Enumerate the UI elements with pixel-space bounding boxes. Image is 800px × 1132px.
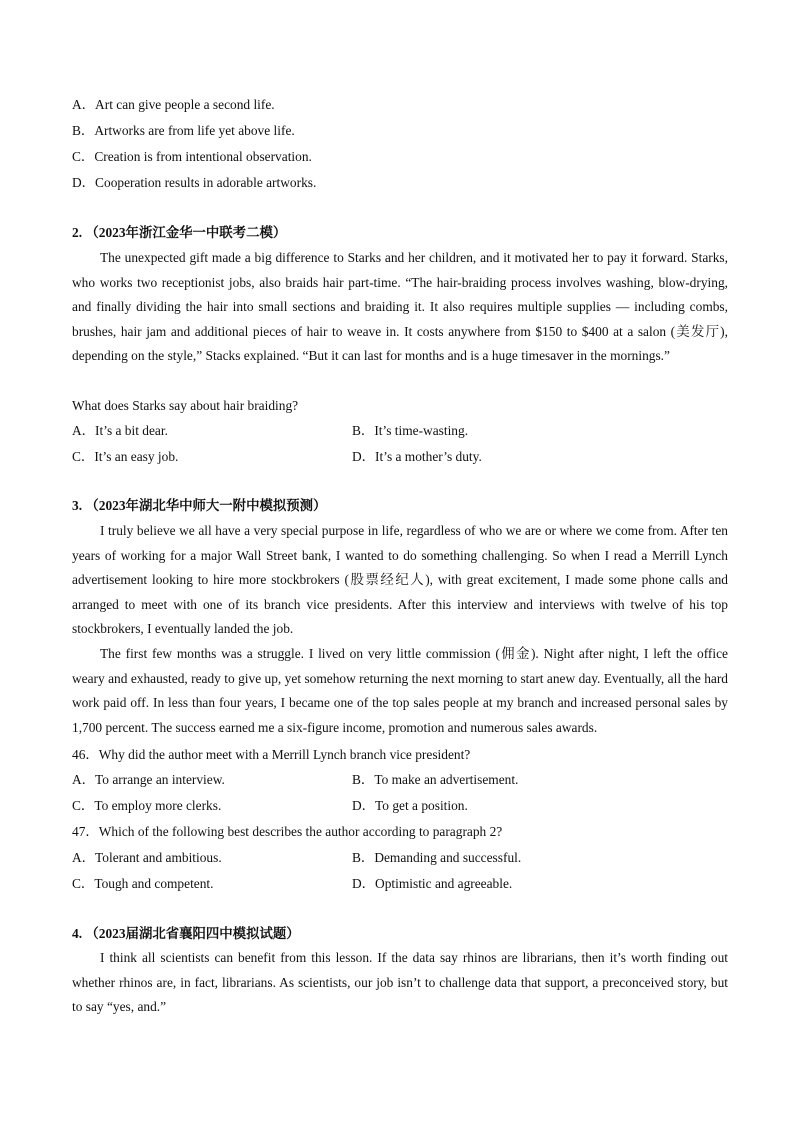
q3-paragraph-2 [72,642,728,740]
q46-option-c: C．To employ more clerks. [72,798,222,813]
q1-option-a: A．Art can give people a second life. [72,97,275,112]
q47-option-a: A．Tolerant and ambitious. [72,850,222,865]
q3-heading: 3. （2023年湖北华中师大一附中模拟预测） [72,498,327,513]
q47-question: 47．Which of the following best describes the author according to paragraph 2? [72,824,503,839]
q1-option-d: D．Cooperation results in adorable artworks. [72,175,317,190]
q3-paragraph-1 [72,519,728,642]
q3-paragraph-2-text: The first few months was a struggle. I lived on very little commission (佣金). Night after night, I left the office weary and exhausted, ready to give up, yet somehow returning the next morning to start anew day. Eventually, all the hard work paid off. In less than four years, I became one of the top sales people at my branch and increased personal sales by 1,700 percent. The success earned me a six-figure income, promotion and numerous sales awards. [72,646,728,735]
q47-option-b: B．Demanding and successful. [352,850,522,865]
q1-option-b: B．Artworks are from life yet above life. [72,123,295,138]
q2-heading: 2. （2023年浙江金华一中联考二模） [72,225,287,240]
q47-option-c: C．Tough and competent. [72,876,214,891]
q46-option-d: D．To get a position. [352,798,468,813]
q2-option-a: A．It’s a bit dear. [72,423,168,438]
q46-option-a: A．To arrange an interview. [72,772,225,787]
q47-option-d: D．Optimistic and agreeable. [352,876,513,891]
q1-option-c: C．Creation is from intentional observation. [72,149,312,164]
q2-option-b: B．It’s time-wasting. [352,423,469,438]
q4-passage-text: I think all scientists can benefit from this lesson. If the data say rhinos are librarians, then it’s worth finding out whether rhinos are, in fact, librarians. As scientists, our job isn’t to challenge data that support, a preconceived story, but to say “yes, and.” [72,950,728,1015]
q2-question: What does Starks say about hair braiding? [72,398,299,413]
q2-option-d: D．It’s a mother’s duty. [352,449,482,464]
q2-option-c: C．It’s an easy job. [72,449,179,464]
q4-passage [72,946,728,1020]
q2-passage [72,246,728,369]
q4-heading: 4. （2023届湖北省襄阳四中模拟试题） [72,926,300,941]
q46-option-b: B．To make an advertisement. [352,772,519,787]
q2-passage-text: The unexpected gift made a big difference to Starks and her children, and it motivated her to pay it forward. Starks, who works two receptionist jobs, also braids hair part-time. “The hair-braiding process involves washing, blow-drying, and finally dividing the hair into small sections and braiding it. It also requires multiple supplies — including combs, brushes, hair jam and additional pieces of hair to weave in. It costs anywhere from $150 to $400 at a salon (美发厅), depending on the style,” Stacks explained. “But it can last for months and is a huge timesaver in the mornings.” [72,250,728,364]
q3-paragraph-1-text: I truly believe we all have a very special purpose in life, regardless of who we are or where we come from. After ten years of working for a major Wall Street bank, I wanted to do something challenging. So when I read a Merrill Lynch advertisement looking to hire more stockbrokers (股票经纪人), with great excitement, I made some phone calls and arranged to meet with one of its branch vice presidents. After this interview and interviews with twelve of his top stockbrokers, I eventually landed the job. [72,523,728,637]
q46-question: 46．Why did the author meet with a Merrill Lynch branch vice president? [72,747,471,762]
